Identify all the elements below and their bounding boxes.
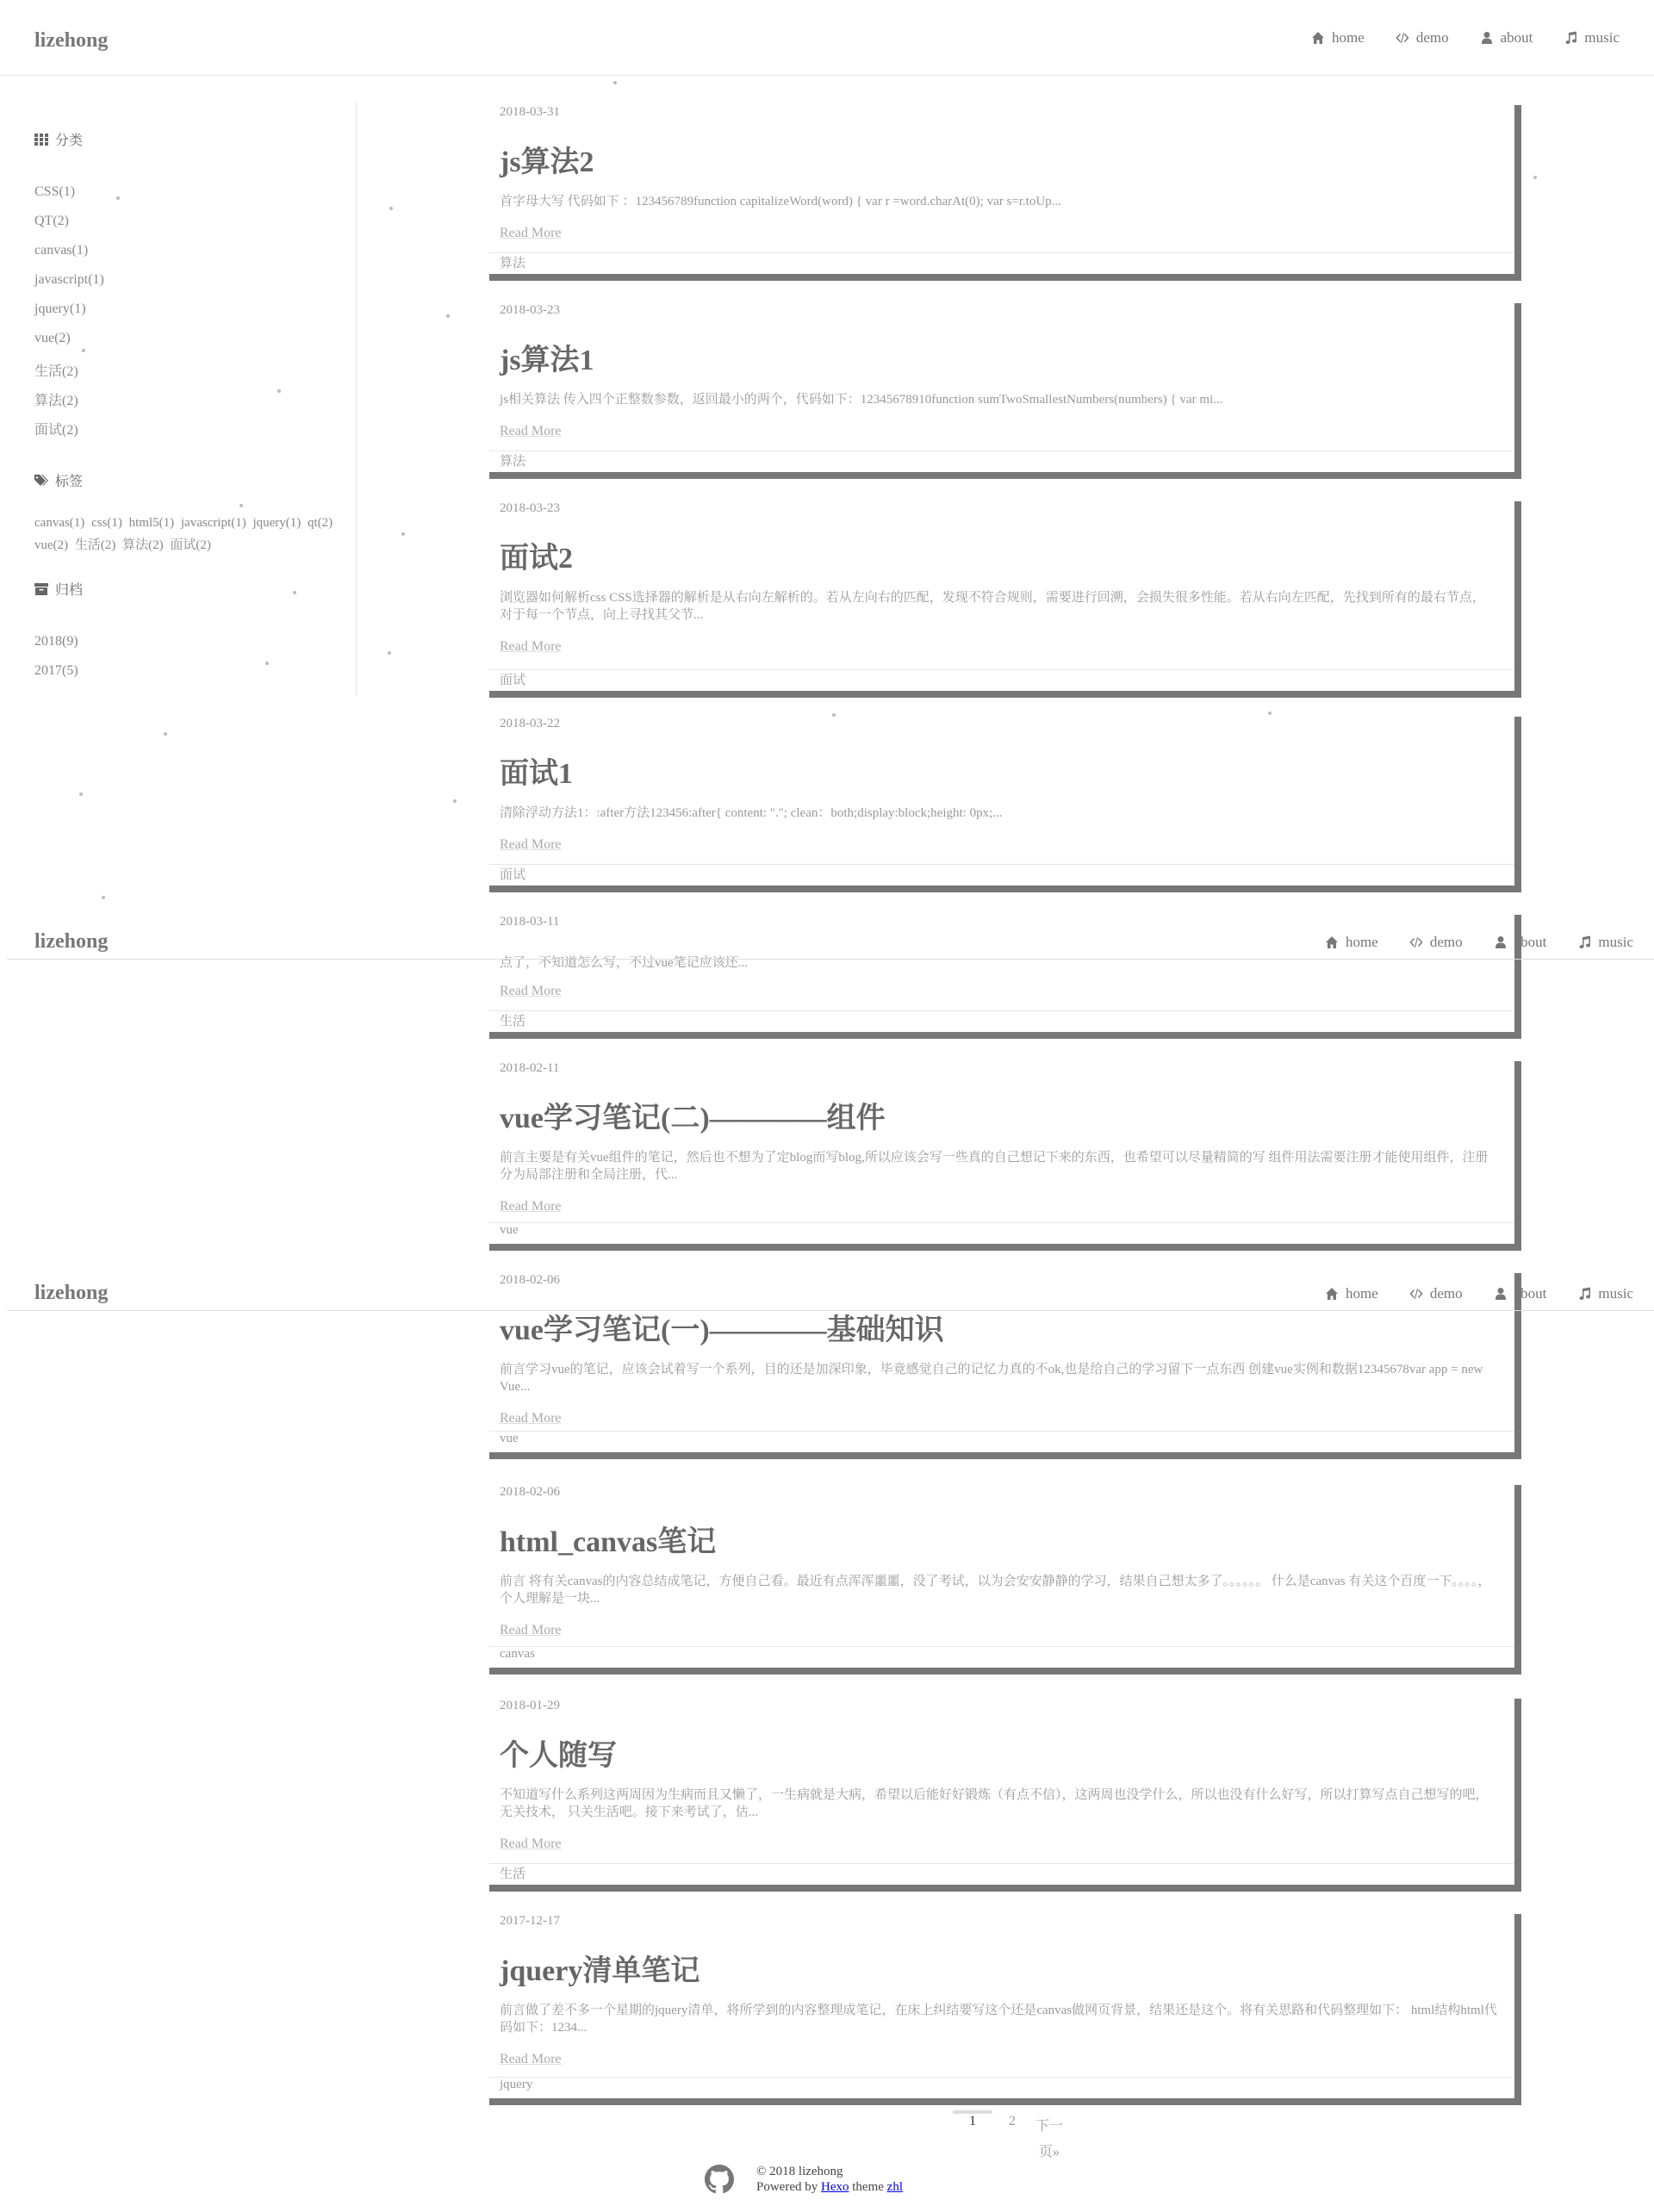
post-excerpt: 点了，不知道怎么写，不过vue笔记应该还... bbox=[500, 956, 748, 970]
nav-demo[interactable] bbox=[1396, 29, 1449, 47]
tag-link[interactable]: 生活(2) bbox=[74, 538, 116, 552]
nav-home-label: home bbox=[1332, 29, 1365, 46]
background-particle bbox=[1268, 711, 1272, 715]
nav-about[interactable] bbox=[1494, 1285, 1547, 1302]
read-more-link[interactable]: Read More bbox=[500, 984, 562, 998]
main-nav bbox=[1325, 934, 1633, 951]
post-card bbox=[489, 1699, 1521, 1892]
post-card bbox=[489, 1061, 1521, 1251]
post-title[interactable]: 个人随写 bbox=[500, 1740, 617, 1772]
archive-item[interactable]: 2018(9) bbox=[34, 634, 78, 649]
categories-title-text: 分类 bbox=[55, 132, 84, 148]
code-icon bbox=[1396, 31, 1409, 45]
footer-copyright: © 2018 lizehong bbox=[756, 2165, 843, 2178]
post-date: 2018-02-11 bbox=[500, 1061, 560, 1075]
archive-title-text: 归档 bbox=[55, 581, 84, 598]
background-particle bbox=[79, 792, 83, 796]
site-logo[interactable]: lizehong bbox=[34, 1282, 109, 1304]
post-title[interactable]: 面试2 bbox=[500, 543, 573, 575]
post-date: 2018-03-23 bbox=[500, 501, 560, 515]
nav-demo-label: demo bbox=[1429, 1285, 1463, 1302]
code-icon bbox=[1409, 1287, 1423, 1301]
post-card bbox=[489, 717, 1521, 892]
page-2[interactable]: 2 bbox=[1009, 2114, 1016, 2128]
nav-home[interactable] bbox=[1311, 29, 1365, 47]
tag-link[interactable]: javascript(1) bbox=[180, 516, 246, 530]
archive-item[interactable]: 2017(5) bbox=[34, 663, 78, 678]
tags-icon bbox=[34, 474, 48, 488]
category-item[interactable]: CSS(1) bbox=[34, 184, 76, 199]
category-item[interactable]: javascript(1) bbox=[34, 272, 104, 287]
nav-about[interactable] bbox=[1494, 934, 1547, 951]
music-icon bbox=[1577, 935, 1591, 949]
background-particle bbox=[239, 504, 243, 507]
post-title[interactable]: js算法1 bbox=[500, 345, 594, 376]
main-nav bbox=[1311, 29, 1620, 47]
background-particle bbox=[164, 732, 167, 736]
nav-about-label: about bbox=[1500, 29, 1533, 46]
user-icon bbox=[1480, 31, 1494, 45]
grid-icon bbox=[34, 133, 48, 146]
background-particle bbox=[388, 651, 391, 655]
theme-word: theme bbox=[852, 2180, 884, 2194]
background-particle bbox=[102, 896, 105, 899]
post-excerpt: 浏览器如何解析css CSS选择器的解析是从右向左解析的。若从左向右的匹配，发现不符合规则，需要进行回溯，会损失很多性能。若从右向左匹配，先找到所有的最右节点，对于每一个节点，向上寻找其父节... bbox=[500, 591, 1485, 622]
main-nav bbox=[1325, 1285, 1633, 1302]
tags-title-text: 标签 bbox=[55, 473, 84, 489]
post-date: 2017-12-17 bbox=[500, 1914, 560, 1928]
post-excerpt: 前言 将有关canvas的内容总结成笔记，方便自己看。最近有点浑浑噩噩，没了考试，以为会安安静静的学习，结果自己想太多了。。。。。。 什么是canvas 有关这个百度一下。。。。，个人理解是一块... bbox=[500, 1575, 1491, 1606]
nav-music[interactable] bbox=[1564, 29, 1620, 47]
tag-link[interactable]: 算法(2) bbox=[122, 538, 164, 552]
post-excerpt: 前言学习vue的笔记，应该会试着写一个系列，目的还是加深印象，毕竟感觉自己的记忆力真的不ok,也是给自己的学习留下一点东西 创建vue实例和数据12345678var app = new Vue... bbox=[500, 1363, 1483, 1394]
site-logo[interactable]: lizehong bbox=[34, 930, 109, 953]
home-icon bbox=[1311, 31, 1325, 45]
category-item[interactable]: QT(2) bbox=[34, 214, 69, 228]
home-icon bbox=[1325, 935, 1339, 949]
post-title[interactable]: 面试1 bbox=[500, 758, 573, 790]
read-more-link[interactable]: Read More bbox=[500, 1411, 562, 1426]
category-item[interactable]: vue(2) bbox=[34, 331, 71, 345]
post-category[interactable]: 生活 bbox=[489, 1010, 1514, 1032]
background-particle bbox=[401, 532, 405, 536]
read-more-link[interactable]: Read More bbox=[500, 424, 562, 438]
sticky-header-copy bbox=[0, 930, 1654, 960]
read-more-link[interactable]: Read More bbox=[500, 1199, 562, 1214]
powered-prefix: Powered by bbox=[756, 2180, 818, 2194]
tag-cloud bbox=[34, 512, 345, 556]
nav-demo[interactable] bbox=[1409, 934, 1463, 951]
post-category[interactable]: vue bbox=[489, 1222, 1514, 1244]
user-icon bbox=[1494, 1287, 1508, 1301]
post-card bbox=[489, 501, 1521, 698]
read-more-link[interactable]: Read More bbox=[500, 226, 562, 240]
footer-powered bbox=[756, 2179, 903, 2195]
post-date: 2018-03-31 bbox=[500, 105, 560, 119]
category-item[interactable]: 生活(2) bbox=[34, 364, 78, 379]
tag-link[interactable]: qt(2) bbox=[308, 516, 333, 530]
background-particle bbox=[446, 314, 450, 318]
post-title[interactable]: vue学习笔记(一)————基础知识 bbox=[500, 1314, 944, 1346]
tag-link[interactable]: jquery(1) bbox=[252, 516, 302, 530]
background-particle bbox=[116, 196, 120, 200]
tags-title bbox=[34, 470, 83, 490]
post-excerpt: 不知道写什么系列这两周因为生病而且又懒了，一生病就是大病，希望以后能好好锻炼（有点不信），这两周也没学什么，所以也没有什么好写，所以打算写点自己想写的吧，无关技术， 只关生活吧。接下来考试了，估... bbox=[500, 1788, 1489, 1819]
site-logo[interactable]: lizehong bbox=[34, 29, 109, 52]
archive-title bbox=[34, 579, 83, 599]
background-particle bbox=[389, 207, 393, 210]
nav-about[interactable] bbox=[1480, 29, 1533, 47]
read-more-link[interactable]: Read More bbox=[500, 1836, 562, 1851]
nav-music-label: music bbox=[1584, 29, 1620, 46]
post-category[interactable]: jquery bbox=[489, 2077, 1514, 2098]
tag-link[interactable]: canvas(1) bbox=[34, 516, 85, 530]
post-category[interactable]: 算法 bbox=[489, 450, 1514, 472]
post-date: 2018-03-11 bbox=[500, 915, 560, 929]
nav-about-label: about bbox=[1514, 934, 1547, 950]
post-card bbox=[489, 1914, 1521, 2105]
home-icon bbox=[1325, 1287, 1339, 1301]
post-card bbox=[489, 105, 1521, 281]
nav-demo-label: demo bbox=[1415, 29, 1449, 46]
post-excerpt: 首字母大写 代码如下 ：123456789function capitalizeWord(word) { var r =word.charAt(0); var s=r.toUp... bbox=[500, 195, 1061, 208]
nav-music[interactable] bbox=[1577, 1285, 1633, 1302]
post-date: 2018-01-29 bbox=[500, 1699, 560, 1712]
post-title[interactable]: html_canvas笔记 bbox=[500, 1526, 717, 1558]
read-more-link[interactable]: Read More bbox=[500, 1623, 562, 1637]
post-excerpt: 前言主要是有关vue组件的笔记，然后也不想为了定blog而写blog,所以应该会写一些真的自己想记下来的东西，也希望可以尽量精简的写 组件用法需要注册才能使用组件，注册分为局部注册和全局注册，代... bbox=[500, 1151, 1489, 1182]
read-more-link[interactable]: Read More bbox=[500, 639, 562, 654]
sticky-header-copy bbox=[0, 1282, 1654, 1311]
nav-home-label: home bbox=[1346, 934, 1378, 950]
read-more-link[interactable]: Read More bbox=[500, 2052, 562, 2066]
archive-icon bbox=[34, 582, 48, 596]
background-particle bbox=[613, 81, 617, 84]
categories-title bbox=[34, 129, 83, 149]
nav-home-label: home bbox=[1346, 1285, 1378, 1302]
nav-music-label: music bbox=[1598, 934, 1633, 950]
nav-about-label: about bbox=[1514, 1285, 1547, 1302]
tag-link[interactable]: css(1) bbox=[91, 516, 122, 530]
post-category[interactable]: 算法 bbox=[489, 252, 1514, 274]
background-particle bbox=[453, 799, 457, 803]
post-date: 2018-03-23 bbox=[500, 303, 560, 317]
category-item[interactable]: 面试(2) bbox=[34, 423, 78, 438]
post-card bbox=[489, 303, 1521, 479]
code-icon bbox=[1409, 935, 1423, 949]
category-item[interactable]: 算法(2) bbox=[34, 394, 78, 408]
post-category[interactable]: 生活 bbox=[489, 1863, 1514, 1885]
post-title[interactable]: jquery清单笔记 bbox=[500, 1955, 700, 1987]
post-date: 2018-02-06 bbox=[500, 1273, 560, 1287]
post-card bbox=[489, 1485, 1521, 1675]
pagination bbox=[953, 2114, 1066, 2165]
post-excerpt: 清除浮动方法1：:after方法123456:after{ content: "."; clean：both;display:block;height: 0px;... bbox=[500, 806, 1003, 820]
header-divider bbox=[7, 1310, 1654, 1311]
github-icon[interactable] bbox=[705, 2165, 734, 2194]
tag-link[interactable]: html5(1) bbox=[128, 516, 175, 530]
background-particle bbox=[82, 349, 85, 352]
background-particle bbox=[277, 389, 281, 393]
site-footer bbox=[705, 2164, 903, 2195]
background-particle bbox=[265, 662, 269, 665]
nav-music[interactable] bbox=[1577, 934, 1633, 951]
post-excerpt: js相关算法 传入四个正整数参数，返回最小的两个，代码如下：12345678910function sumTwoSmallestNumbers(numbers) { var mi... bbox=[500, 393, 1223, 407]
hexo-link[interactable]: Hexo bbox=[821, 2180, 849, 2194]
tag-link[interactable]: 面试(2) bbox=[170, 538, 211, 552]
page-1[interactable]: 1 bbox=[953, 2110, 992, 2165]
nav-demo-label: demo bbox=[1429, 934, 1463, 950]
nav-home[interactable] bbox=[1325, 1285, 1378, 1302]
category-item[interactable]: canvas(1) bbox=[34, 243, 89, 258]
category-item[interactable]: jquery(1) bbox=[34, 301, 86, 316]
music-icon bbox=[1564, 31, 1577, 45]
nav-demo[interactable] bbox=[1409, 1285, 1463, 1302]
footer-text bbox=[756, 2164, 903, 2195]
read-more-link[interactable]: Read More bbox=[500, 837, 562, 852]
archive-list bbox=[34, 634, 78, 693]
nav-home[interactable] bbox=[1325, 934, 1378, 951]
post-date: 2018-03-22 bbox=[500, 717, 560, 730]
category-list bbox=[34, 184, 104, 448]
post-title[interactable]: vue学习笔记(二)————组件 bbox=[500, 1103, 886, 1134]
post-category[interactable]: canvas bbox=[489, 1646, 1514, 1668]
site-header bbox=[0, 0, 1654, 76]
post-category[interactable]: 面试 bbox=[489, 669, 1514, 691]
post-date: 2018-02-06 bbox=[500, 1485, 560, 1499]
background-particle bbox=[1533, 176, 1537, 179]
background-particle bbox=[293, 591, 296, 594]
post-category[interactable]: vue bbox=[489, 1431, 1514, 1452]
post-title[interactable]: js算法2 bbox=[500, 146, 594, 178]
user-icon bbox=[1494, 935, 1508, 949]
tag-link[interactable]: vue(2) bbox=[34, 538, 69, 552]
music-icon bbox=[1577, 1287, 1591, 1301]
nav-music-label: music bbox=[1598, 1285, 1633, 1302]
post-category[interactable]: 面试 bbox=[489, 864, 1514, 885]
header-divider bbox=[7, 959, 1654, 960]
next-page-link[interactable]: 下一页» bbox=[1035, 2119, 1063, 2159]
post-excerpt: 前言做了差不多一个星期的jquery清单，将所学到的内容整理成笔记，在床上纠结要写这个还是canvas做网页背景，结果还是这个。将有关思路和代码整理如下： html结构html代码如下：1234... bbox=[500, 2004, 1497, 2035]
theme-link[interactable]: zhl bbox=[886, 2180, 903, 2194]
